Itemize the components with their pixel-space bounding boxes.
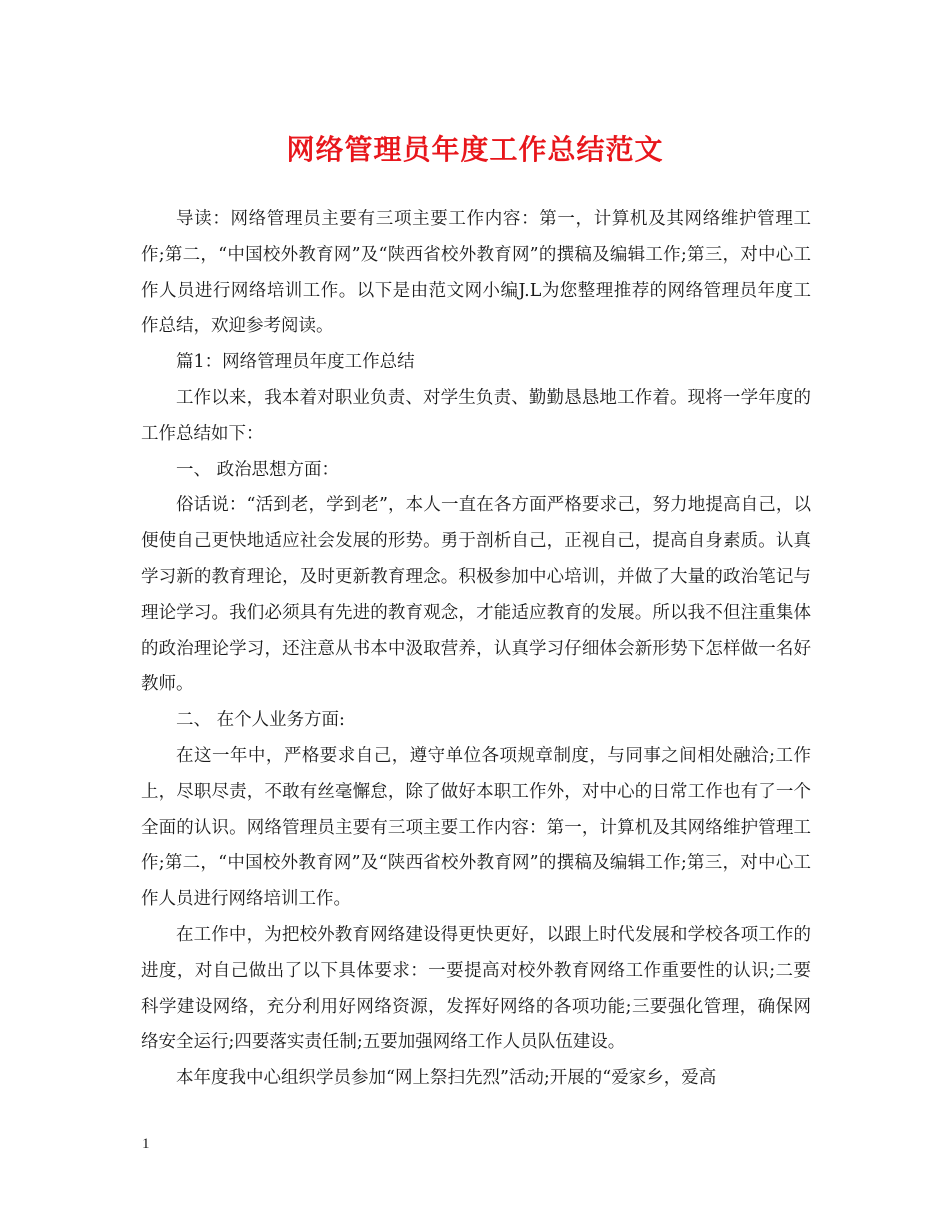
paragraph-political: 俗话说：“活到老，学到老”，本人一直在各方面严格要求己，努力地提高自己，以便使自己更快地适应社会发展的形势。勇于剖析自己，正视自己，提高自身素质。认真学习新的教育理论，及时更新教育理念。积极参加中心培训，并做了大量的政治笔记与理论学习。我们必须具有先进的教育观念，才能适应教育的发展。所以我不但注重集体的政治理论学习，还注意从书本中汲取营养，认真学习仔细体会新形势下怎样做一名好教师。 <box>141 495 811 695</box>
paragraph-requirements: 在工作中，为把校外教育网络建设得更快更好，以跟上时代发展和学校各项工作的进度，对自己做出了以下具体要求：一要提高对校外教育网络工作重要性的认识;二要科学建设网络，充分利用好网络资源，发挥好网络的各项功能;三要强化管理，确保网络安全运行;四要落实责任制;五要加强网络工作人员队伍建设。 <box>141 924 811 1053</box>
document-title: 网络管理员年度工作总结范文 <box>286 133 664 166</box>
section-heading-business: 二、 在个人业务方面: <box>176 710 345 731</box>
paragraph-intro: 导读：网络管理员主要有三项主要工作内容：第一，计算机及其网络维护管理工作;第二，“中国校外教育网”及“陕西省校外教育网”的撰稿及编辑工作;第三，对中心工作人员进行网络培训工作。以下是由范文网小编J.L为您整理推荐的网络管理员年度工作总结，欢迎参考阅读。 <box>141 209 811 337</box>
section-heading-political: 一、 政治思想方面： <box>176 459 340 480</box>
document-body <box>141 202 811 1097</box>
paragraph-business: 在这一年中，严格要求自己，遵守单位各项规章制度，与同事之间相处融洽;工作上，尽职尽责，不敢有丝毫懈怠，除了做好本职工作外，对中心的日常工作也有了一个全面的认识。网络管理员主要有三项主要工作内容：第一，计算机及其网络维护管理工作;第二，“中国校外教育网”及“陕西省校外教育网”的撰稿及编辑工作;第三，对中心工作人员进行网络培训工作。 <box>141 745 811 910</box>
section-heading-part1: 篇1：网络管理员年度工作总结 <box>176 352 415 373</box>
paragraph-opening: 工作以来，我本着对职业负责、对学生负责、勤勤恳恳地工作着。现将一学年度的工作总结如下： <box>141 387 811 444</box>
paragraph-activities: 本年度我中心组织学员参加“网上祭扫先烈”活动;开展的“爱家乡，爱高 <box>176 1068 717 1089</box>
page-number: 1 <box>142 1136 150 1152</box>
